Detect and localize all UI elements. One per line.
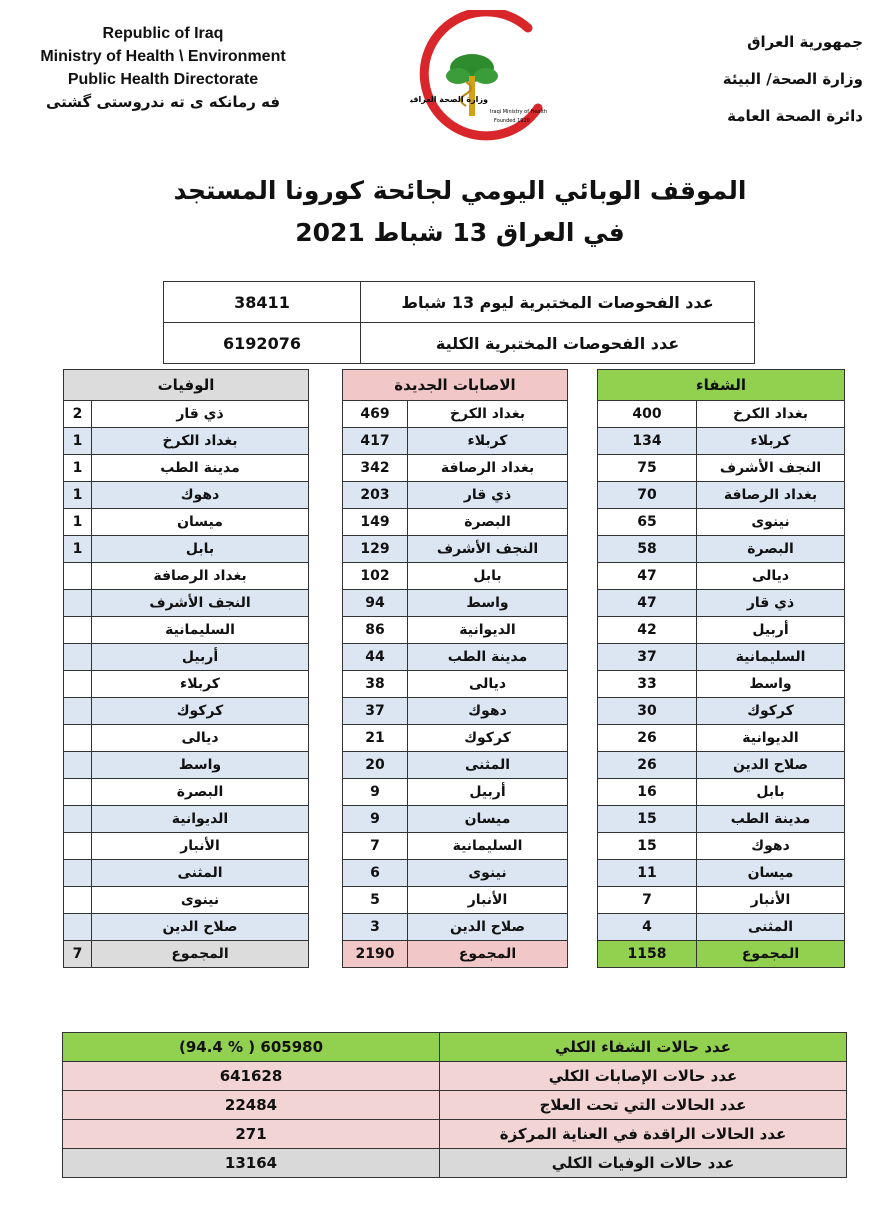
recovered-region-name: ذي قار [697,590,845,617]
summary-table [62,1032,847,1178]
deaths-region-name: ديالى [92,725,309,752]
new_cases-total-row [343,941,568,968]
deaths-value [64,698,92,725]
ministry-logo [410,10,560,145]
new_cases-row [343,644,568,671]
header-ar-line-3: دائرة الصحة العامة [727,107,863,125]
recovered-total-row [598,941,845,968]
deaths-region-name: كربلاء [92,671,309,698]
deaths-row [64,914,309,941]
recovered-region-name: نينوى [697,509,845,536]
new_cases-value: 9 [343,779,408,806]
recovered-region-name: مدينة الطب [697,806,845,833]
recovered-region-name: بابل [697,779,845,806]
recovered-row [598,887,845,914]
deaths-header-row [64,370,309,401]
deaths-region-name: كركوك [92,698,309,725]
deaths-region-name: الديوانية [92,806,309,833]
summary-value: 271 [63,1120,440,1149]
recovered-row [598,644,845,671]
new_cases-row [343,428,568,455]
new_cases-value: 86 [343,617,408,644]
deaths-row [64,482,309,509]
tests-total-label: عدد الفحوصات المختبرية الكلية [361,323,755,364]
new_cases-value: 38 [343,671,408,698]
deaths-value [64,644,92,671]
new_cases-row [343,482,568,509]
deaths-value: 1 [64,509,92,536]
new_cases-value: 3 [343,914,408,941]
summary-row [63,1149,847,1178]
recovered-row [598,428,845,455]
deaths-region-name: أربيل [92,644,309,671]
summary-label: عدد الحالات الراقدة في العناية المركزة [440,1120,847,1149]
recovered-value: 26 [598,752,697,779]
deaths-value: 2 [64,401,92,428]
summary-label: عدد الحالات التي تحت العلاج [440,1091,847,1120]
deaths-total-label: المجموع [92,941,309,968]
recovered-value: 15 [598,833,697,860]
summary-row [63,1091,847,1120]
recovered-value: 42 [598,617,697,644]
summary-value: (94.4 % ) 605980 [63,1033,440,1062]
recovered-region-name: بغداد الكرخ [697,401,845,428]
new_cases-row [343,617,568,644]
new_cases-region-name: السليمانية [408,833,568,860]
ministry-logo-icon [410,10,560,145]
summary-label: عدد حالات الإصابات الكلي [440,1062,847,1091]
header-kurdish-line: فه رمانكه ى ته ندروستى گشتى [45,93,281,111]
svg-text:Iraqi Ministry of Health: Iraqi Ministry of Health [490,109,548,115]
deaths-value: 1 [64,482,92,509]
deaths-region-name: البصرة [92,779,309,806]
recovered-region-name: الديوانية [697,725,845,752]
svg-text:Founded 1920: Founded 1920 [494,118,530,124]
deaths-value [64,914,92,941]
new_cases-region-name: دهوك [408,698,568,725]
new_cases-row [343,698,568,725]
new_cases-row [343,536,568,563]
deaths-region-name: المثنى [92,860,309,887]
deaths-row [64,536,309,563]
recovered-region-name: البصرة [697,536,845,563]
new_cases-value: 5 [343,887,408,914]
recovered-total-label: المجموع [697,941,845,968]
new_cases-row [343,455,568,482]
deaths-region-name: بابل [92,536,309,563]
new_cases-region-name: بغداد الرصافة [408,455,568,482]
deaths-region-name: بغداد الكرخ [92,428,309,455]
deaths-region-name: ميسان [92,509,309,536]
deaths-row [64,509,309,536]
summary-label: عدد حالات الشفاء الكلي [440,1033,847,1062]
recovered-row [598,482,845,509]
header-en-line-1: Republic of Iraq [102,25,224,42]
recovered-row [598,590,845,617]
new_cases-value: 203 [343,482,408,509]
header-en-line-2: Ministry of Health \ Environment [40,48,286,65]
report-title-line-1: الموقف الوبائي اليومي لجائحة كورونا المستجد [173,176,747,205]
deaths-row [64,752,309,779]
new_cases-row [343,914,568,941]
deaths-row [64,698,309,725]
deaths-value [64,590,92,617]
deaths-row [64,644,309,671]
tests-daily-value: 38411 [164,282,361,323]
deaths-value: 1 [64,455,92,482]
deaths-region-name: دهوك [92,482,309,509]
recovered-region-name: كركوك [697,698,845,725]
recovered-row [598,725,845,752]
deaths-region-name: نينوى [92,887,309,914]
new_cases-region-name: المثنى [408,752,568,779]
recovered-row [598,833,845,860]
recovered-value: 134 [598,428,697,455]
deaths-region-name: النجف الأشرف [92,590,309,617]
new_cases-row [343,779,568,806]
recovered-row [598,914,845,941]
recovered-value: 400 [598,401,697,428]
new_cases-value: 7 [343,833,408,860]
new_cases-row [343,563,568,590]
report-title-line-2: في العراق 13 شباط 2021 [295,218,625,247]
new_cases-row [343,806,568,833]
recovered-header-row [598,370,845,401]
new_cases-region-name: واسط [408,590,568,617]
deaths-value [64,617,92,644]
new_cases-row [343,401,568,428]
recovered-row [598,698,845,725]
summary-value: 641628 [63,1062,440,1091]
recovered-region-name: ديالى [697,563,845,590]
new_cases-region-name: البصرة [408,509,568,536]
new_cases-value: 20 [343,752,408,779]
deaths-region-name: الأنبار [92,833,309,860]
recovered-row [598,806,845,833]
new_cases-region-name: بغداد الكرخ [408,401,568,428]
deaths-value [64,833,92,860]
recovered-row [598,779,845,806]
deaths-value [64,563,92,590]
new_cases-row [343,509,568,536]
new_cases-row [343,752,568,779]
recovered-value: 65 [598,509,697,536]
recovered-region-name: صلاح الدين [697,752,845,779]
recovered-row [598,536,845,563]
summary-row [63,1062,847,1091]
new_cases-row [343,833,568,860]
deaths-title: الوفيات [64,370,309,401]
deaths-value [64,779,92,806]
new_cases-value: 37 [343,698,408,725]
new_cases-title: الاصابات الجديدة [343,370,568,401]
tests-daily-row [164,282,755,323]
new_cases-value: 21 [343,725,408,752]
recovered-total-value: 1158 [598,941,697,968]
deaths-row [64,860,309,887]
new_cases-total-value: 2190 [343,941,408,968]
deaths-table [63,369,309,968]
recovered-value: 58 [598,536,697,563]
recovered-value: 47 [598,590,697,617]
deaths-row [64,401,309,428]
new_cases-region-name: ذي قار [408,482,568,509]
recovered-region-name: واسط [697,671,845,698]
recovered-row [598,671,845,698]
new_cases-value: 469 [343,401,408,428]
deaths-value [64,860,92,887]
deaths-row [64,833,309,860]
recovered-row [598,401,845,428]
recovered-value: 70 [598,482,697,509]
deaths-value: 1 [64,536,92,563]
tests-total-row [164,323,755,364]
deaths-value [64,806,92,833]
recovered-region-name: المثنى [697,914,845,941]
summary-value: 22484 [63,1091,440,1120]
header-ar-line-1: جمهورية العراق [747,33,863,51]
deaths-value [64,725,92,752]
new_cases-value: 342 [343,455,408,482]
recovered-row [598,455,845,482]
recovered-value: 33 [598,671,697,698]
new_cases-region-name: كركوك [408,725,568,752]
deaths-region-name: مدينة الطب [92,455,309,482]
recovered-value: 4 [598,914,697,941]
deaths-row [64,779,309,806]
recovered-row [598,860,845,887]
summary-value: 13164 [63,1149,440,1178]
recovered-title: الشفاء [598,370,845,401]
recovered-value: 7 [598,887,697,914]
new_cases-value: 417 [343,428,408,455]
deaths-value [64,752,92,779]
recovered-value: 37 [598,644,697,671]
deaths-row [64,887,309,914]
deaths-row [64,428,309,455]
deaths-value: 1 [64,428,92,455]
recovered-value: 11 [598,860,697,887]
deaths-row [64,563,309,590]
recovered-table [597,369,845,968]
header-ar-line-2: وزارة الصحة/ البيئة [722,70,863,88]
new_cases-row [343,860,568,887]
recovered-value: 75 [598,455,697,482]
summary-label: عدد حالات الوفيات الكلي [440,1149,847,1178]
deaths-total-row [64,941,309,968]
deaths-row [64,590,309,617]
deaths-total-value: 7 [64,941,92,968]
new_cases-row [343,671,568,698]
deaths-region-name: السليمانية [92,617,309,644]
new_cases-value: 149 [343,509,408,536]
new_cases-value: 102 [343,563,408,590]
new_cases-region-name: الأنبار [408,887,568,914]
svg-text:وزارة الصحة العراقية: وزارة الصحة العراقية [410,95,488,104]
header-arabic [633,24,863,135]
new_cases-region-name: نينوى [408,860,568,887]
new_cases-region-name: مدينة الطب [408,644,568,671]
new_cases-row [343,590,568,617]
recovered-value: 47 [598,563,697,590]
recovered-value: 15 [598,806,697,833]
deaths-region-name: واسط [92,752,309,779]
recovered-region-name: كربلاء [697,428,845,455]
header-en-line-3: Public Health Directorate [67,71,259,88]
new_cases-value: 6 [343,860,408,887]
deaths-row [64,455,309,482]
recovered-value: 16 [598,779,697,806]
recovered-value: 30 [598,698,697,725]
recovered-region-name: الأنبار [697,887,845,914]
new_cases-value: 9 [343,806,408,833]
new_cases-region-name: بابل [408,563,568,590]
summary-row [63,1120,847,1149]
new_cases-value: 44 [343,644,408,671]
new_cases-region-name: النجف الأشرف [408,536,568,563]
summary-row [63,1033,847,1062]
new_cases-row [343,725,568,752]
tests-table [163,281,755,364]
deaths-region-name: ذي قار [92,401,309,428]
new_cases-header-row [343,370,568,401]
new_cases-region-name: ديالى [408,671,568,698]
new_cases-region-name: الديوانية [408,617,568,644]
recovered-region-name: السليمانية [697,644,845,671]
deaths-value [64,887,92,914]
new_cases-region-name: أربيل [408,779,568,806]
recovered-row [598,563,845,590]
recovered-row [598,509,845,536]
deaths-value [64,671,92,698]
recovered-region-name: أربيل [697,617,845,644]
recovered-row [598,617,845,644]
deaths-row [64,806,309,833]
new_cases-region-name: ميسان [408,806,568,833]
tests-total-value: 6192076 [164,323,361,364]
recovered-region-name: النجف الأشرف [697,455,845,482]
recovered-region-name: ميسان [697,860,845,887]
recovered-row [598,752,845,779]
deaths-region-name: بغداد الرصافة [92,563,309,590]
recovered-region-name: بغداد الرصافة [697,482,845,509]
header-english [18,22,308,114]
new_cases-value: 94 [343,590,408,617]
deaths-region-name: صلاح الدين [92,914,309,941]
deaths-row [64,725,309,752]
tests-daily-label: عدد الفحوصات المختبرية ليوم 13 شباط [361,282,755,323]
new_cases-region-name: كربلاء [408,428,568,455]
recovered-region-name: دهوك [697,833,845,860]
deaths-row [64,617,309,644]
new_cases-value: 129 [343,536,408,563]
deaths-row [64,671,309,698]
recovered-value: 26 [598,725,697,752]
new_cases-total-label: المجموع [408,941,568,968]
new-cases-table [342,369,568,968]
new_cases-region-name: صلاح الدين [408,914,568,941]
new_cases-row [343,887,568,914]
